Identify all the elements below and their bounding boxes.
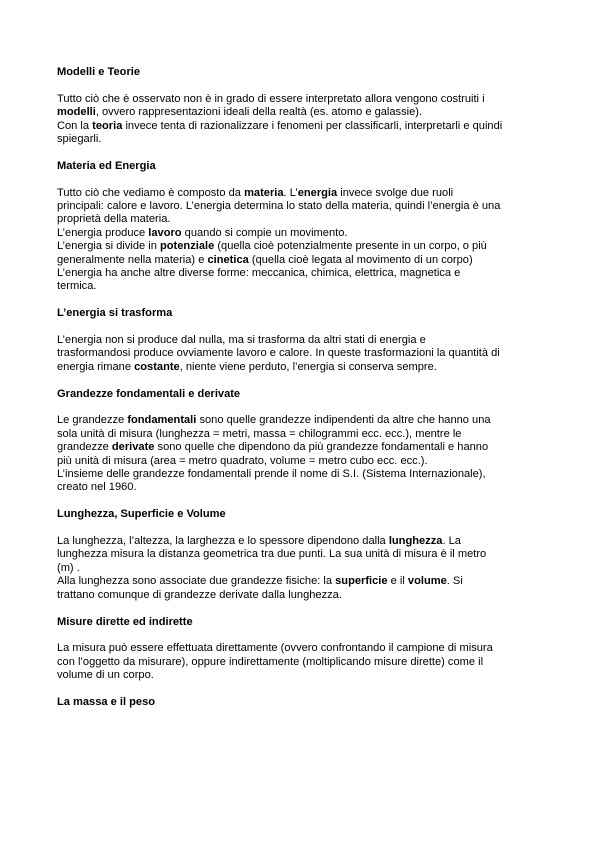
text-line (57, 254, 545, 267)
bold-term: derivate (111, 441, 155, 454)
text-line (57, 548, 545, 561)
text-run: (quella cioè potenzialmente presente in un corpo, o più (214, 240, 487, 253)
text-run: sono quelle grandezze indipendenti da altre che hanno una (196, 414, 491, 427)
text-run: invece tenta di razionalizzare i fenomeni per classificarli, interpretarli e quindi (122, 119, 503, 132)
text-run: L’insieme delle grandezze fondamentali prende il nome di S.I. (Sistema Internazionale), (57, 468, 486, 481)
bold-term: lavoro (148, 226, 182, 239)
text-run: Tutto ciò che vediamo è composto da (57, 186, 245, 199)
text-line (57, 481, 545, 494)
text-run: L’energia si divide in (57, 240, 160, 253)
text-run: (m) . (57, 561, 80, 574)
text-line (57, 468, 545, 481)
text-run: . Si (446, 575, 463, 588)
text-run: sono quelle che dipendono da più grandezze fondamentali e hanno (154, 441, 489, 454)
section (57, 508, 545, 602)
text-run: Alla lunghezza sono associate due grandezze fisiche: la (57, 575, 336, 588)
text-line (57, 106, 545, 119)
text-line (57, 334, 545, 347)
text-run: L’energia ha anche altre diverse forme: meccanica, chimica, elettrica, magnetica e (57, 267, 461, 280)
text-run: quando si compie un movimento. (181, 226, 348, 239)
text-run: spiegarli. (57, 133, 102, 146)
text-run: . La (442, 535, 461, 548)
text-line (57, 361, 545, 374)
text-run: trasformandosi produce ovviamente lavoro e calore. In queste trasformazioni la quantità di (57, 347, 500, 360)
section (57, 307, 545, 374)
text-run: termica. (57, 280, 97, 293)
text-run: creato nel 1960. (57, 481, 137, 494)
text-run: Le grandezze (57, 414, 128, 427)
text-run: . L’ (283, 186, 298, 199)
bold-term: potenziale (160, 240, 215, 253)
bold-term: lunghezza (388, 535, 443, 548)
bold-term: materia (244, 186, 284, 199)
text-run: Tutto ciò che è osservato non è in grado di essere interpretato allora vengono costruiti i (57, 92, 485, 105)
section-paragraph (57, 642, 545, 682)
bold-term: modelli (57, 106, 96, 119)
section-heading: La massa e il peso (57, 695, 156, 708)
text-line (57, 200, 545, 213)
text-line (57, 535, 545, 548)
text-line (57, 93, 545, 106)
document-page (57, 66, 545, 723)
text-run: (quella cioè legata al movimento di un corpo) (248, 253, 473, 266)
text-run: grandezze (57, 441, 112, 454)
text-line (57, 267, 545, 280)
text-run: proprietà della materia. (57, 213, 171, 226)
section (57, 66, 545, 146)
text-line (57, 280, 545, 293)
text-run: e il (387, 575, 408, 588)
text-run: energia rimane (57, 360, 135, 373)
text-run: Con la (57, 119, 93, 132)
text-run: lunghezza misura la distanza geometrica tra due punti. La sua unità di misura è il metro (57, 548, 487, 561)
section (57, 696, 545, 709)
text-run: generalmente nella materia) e (57, 253, 208, 266)
text-line (57, 347, 545, 360)
text-line (57, 575, 545, 588)
text-run: invece svolge due ruoli (337, 186, 454, 199)
section-heading: Lunghezza, Superficie e Volume (57, 508, 226, 521)
text-line (57, 589, 545, 602)
section-heading: Grandezze fondamentali e derivate (57, 387, 241, 400)
text-line (57, 120, 545, 133)
text-run: principali: calore e lavoro. L’energia determina lo stato della materia, quindi l’energia è una (57, 200, 501, 213)
text-run: trattano comunque di grandezze derivate dalla lunghezza. (57, 588, 342, 601)
section-heading: Materia ed Energia (57, 159, 156, 172)
section-paragraph (57, 334, 545, 374)
text-run: , niente viene perduto, l’energia si conserva sempre. (179, 360, 437, 373)
text-run: La lunghezza, l’altezza, la larghezza e lo spessore dipendono dalla (57, 535, 389, 548)
text-line (57, 240, 545, 253)
text-run: L’energia produce (57, 226, 149, 239)
section-heading: Misure dirette ed indirette (57, 615, 193, 628)
section (57, 616, 545, 683)
text-run: più unità di misura (area = metro quadrato, volume = metro cubo ecc. ecc.). (57, 454, 428, 467)
text-line (57, 187, 545, 200)
text-line (57, 441, 545, 454)
text-run: La misura può essere effettuata direttamente (ovvero confrontando il campione di misura (57, 642, 493, 655)
text-line (57, 562, 545, 575)
text-line (57, 656, 545, 669)
text-line (57, 414, 545, 427)
section-paragraph (57, 93, 545, 147)
text-run: , ovvero rappresentazioni ideali della realtà (es. atomo e galassie). (95, 106, 423, 119)
text-run: con l’oggetto da misurare), oppure indirettamente (moltiplicando misure dirette) come il (57, 655, 484, 668)
section (57, 160, 545, 294)
text-run: sola unità di misura (lunghezza = metri, massa = chilogrammi ecc. ecc.), mentre le (57, 427, 462, 440)
bold-term: cinetica (207, 253, 249, 266)
bold-term: volume (407, 575, 447, 588)
text-run: volume di un corpo. (57, 669, 154, 682)
text-line (57, 213, 545, 226)
section-paragraph (57, 535, 545, 602)
text-line (57, 455, 545, 468)
section-heading: Modelli e Teorie (57, 66, 141, 78)
text-run: L’energia non si produce dal nulla, ma si trasforma da altri stati di energia e (57, 334, 426, 347)
bold-term: energia (297, 186, 338, 199)
section-paragraph (57, 414, 545, 494)
text-line (57, 669, 545, 682)
bold-term: fondamentali (127, 414, 197, 427)
text-line (57, 133, 545, 146)
text-line (57, 227, 545, 240)
section-paragraph (57, 187, 545, 294)
section (57, 388, 545, 495)
text-line (57, 642, 545, 655)
text-line (57, 428, 545, 441)
bold-term: teoria (92, 119, 123, 132)
section-heading: L’energia si trasforma (57, 307, 173, 320)
bold-term: costante (134, 360, 180, 373)
bold-term: superficie (335, 575, 388, 588)
